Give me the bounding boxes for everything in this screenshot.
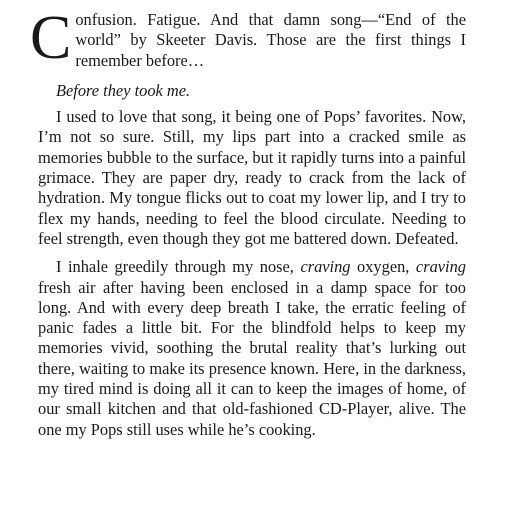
body-paragraph-2-part-2: oxygen, — [350, 257, 416, 277]
italic-word-craving-1: craving — [300, 257, 351, 277]
document-page — [30, 4, 466, 448]
body-paragraph-2-part-3: fresh air after having been enclosed in a damp space for too long. And with every deep breath I take, the erratic feeling of panic fades a little bit. For the blindfold helps to keep my memories vivid, soothing the brutal reality that’s lurking out there, waiting to make its presence known. Here, in the darkness, my tired mind is doing all it can to keep the images of home, of our small kitchen and that old-fashioned CD-Player, alive. The one my Pops still uses while he’s cooking. — [38, 277, 466, 439]
opening-paragraph-text: onfusion. Fatigue. And that damn song—“End of the world” by Skeeter Davis. Those are the first things I remember before… — [75, 10, 466, 70]
body-paragraph-1: I used to love that song, it being one of Pops’ favorites. Now, I’m not so sure. Still, my lips part into a cracked smile as memories bubble to the surface, but it rapidly turns into a painful grimace. They are paper dry, ready to crack from the lack of hydration. My tongue flicks out to coat my lower lip, and I try to flex my hands, needing to feel the blood circulate. Needing to feel strength, even though they got me battered down. Defeated. — [38, 107, 466, 248]
opening-paragraph — [30, 4, 466, 72]
drop-cap-letter: C — [30, 4, 72, 72]
italic-word-craving-2: craving — [415, 257, 466, 277]
body-paragraph-2 — [38, 257, 466, 440]
italic-paragraph: Before they took me. — [56, 80, 191, 100]
body-paragraph-2-part-1: I inhale greedily through my nose, — [56, 257, 301, 277]
